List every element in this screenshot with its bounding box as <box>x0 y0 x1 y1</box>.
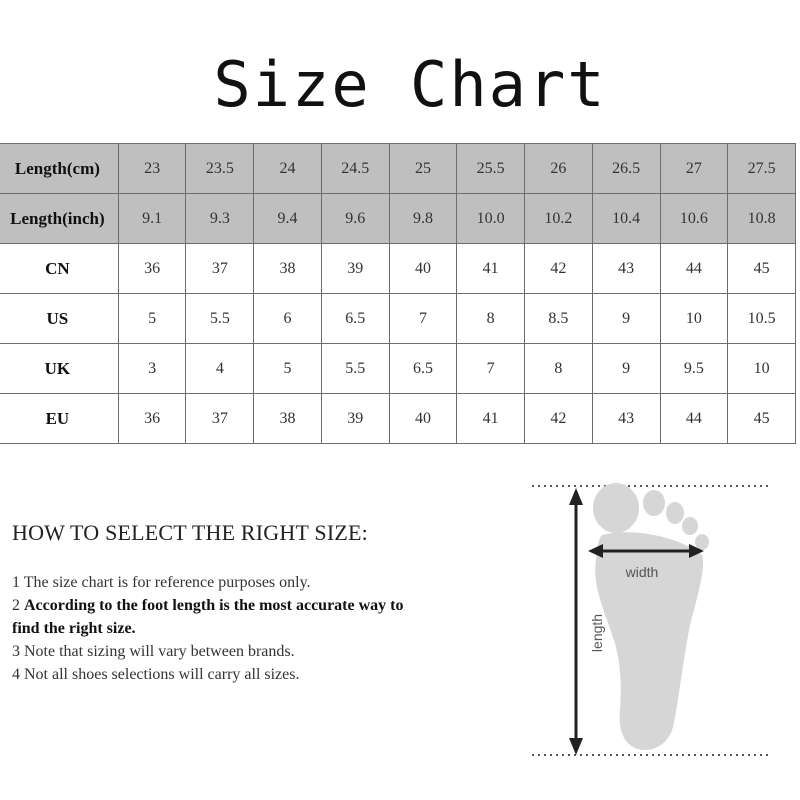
table-cell: 9.6 <box>321 194 389 244</box>
table-cell: 9.1 <box>118 194 186 244</box>
table-cell: 41 <box>457 394 525 444</box>
row-header: Length(cm) <box>0 144 118 194</box>
table-row <box>0 294 796 344</box>
table-cell: 9 <box>592 344 660 394</box>
size-table <box>0 143 796 444</box>
table-cell: 23.5 <box>186 144 254 194</box>
table-cell: 7 <box>389 294 457 344</box>
table-cell: 6 <box>254 294 322 344</box>
table-cell: 42 <box>525 394 593 444</box>
foot-icon <box>593 483 709 750</box>
table-cell: 9.8 <box>389 194 457 244</box>
table-cell: 37 <box>186 244 254 294</box>
table-cell: 7 <box>457 344 525 394</box>
table-cell: 43 <box>592 244 660 294</box>
width-arrow-left-icon <box>588 544 603 558</box>
table-cell: 10.6 <box>660 194 728 244</box>
table-cell: 10.4 <box>592 194 660 244</box>
table-cell: 9 <box>592 294 660 344</box>
row-header: US <box>0 294 118 344</box>
row-header: UK <box>0 344 118 394</box>
row-header: Length(inch) <box>0 194 118 244</box>
length-label: length <box>589 613 605 653</box>
table-row <box>0 144 796 194</box>
table-cell: 6.5 <box>321 294 389 344</box>
table-cell: 23 <box>118 144 186 194</box>
table-cell: 9.4 <box>254 194 322 244</box>
table-cell: 6.5 <box>389 344 457 394</box>
table-cell: 27 <box>660 144 728 194</box>
page-title: Size Chart <box>213 48 607 121</box>
table-cell: 5 <box>254 344 322 394</box>
guide-notes <box>12 571 412 686</box>
table-cell: 43 <box>592 394 660 444</box>
table-cell: 25 <box>389 144 457 194</box>
table-cell: 9.3 <box>186 194 254 244</box>
table-cell: 10.5 <box>728 294 796 344</box>
foot-measure-diagram <box>520 475 780 765</box>
table-cell: 25.5 <box>457 144 525 194</box>
table-cell: 10 <box>660 294 728 344</box>
table-row <box>0 394 796 444</box>
length-arrow-up-icon <box>569 488 583 505</box>
table-cell: 5.5 <box>321 344 389 394</box>
table-cell: 41 <box>457 244 525 294</box>
table-row <box>0 344 796 394</box>
table-cell: 3 <box>118 344 186 394</box>
table-cell: 42 <box>525 244 593 294</box>
table-cell: 10 <box>728 344 796 394</box>
width-label: width <box>625 564 659 580</box>
length-arrow-down-icon <box>569 738 583 755</box>
table-cell: 39 <box>321 394 389 444</box>
note-2 <box>12 594 412 640</box>
table-cell: 24 <box>254 144 322 194</box>
table-cell: 45 <box>728 244 796 294</box>
table-cell: 8 <box>525 344 593 394</box>
note-2-number: 2 <box>12 597 24 614</box>
table-cell: 4 <box>186 344 254 394</box>
note-4: 4 Not all shoes selections will carry all sizes. <box>12 666 300 683</box>
table-row <box>0 244 796 294</box>
table-cell: 38 <box>254 244 322 294</box>
table-cell: 5.5 <box>186 294 254 344</box>
table-cell: 8 <box>457 294 525 344</box>
row-header: EU <box>0 394 118 444</box>
table-cell: 44 <box>660 244 728 294</box>
row-header: CN <box>0 244 118 294</box>
table-cell: 39 <box>321 244 389 294</box>
table-cell: 9.5 <box>660 344 728 394</box>
table-cell: 45 <box>728 394 796 444</box>
guide-heading: HOW TO SELECT THE RIGHT SIZE: <box>12 520 368 545</box>
note-3: 3 Note that sizing will vary between brands. <box>12 643 295 660</box>
table-cell: 26.5 <box>592 144 660 194</box>
table-cell: 10.0 <box>457 194 525 244</box>
table-cell: 10.8 <box>728 194 796 244</box>
table-cell: 8.5 <box>525 294 593 344</box>
table-row <box>0 194 796 244</box>
table-cell: 37 <box>186 394 254 444</box>
note-1: 1 The size chart is for reference purposes only. <box>12 574 311 591</box>
table-cell: 26 <box>525 144 593 194</box>
table-cell: 36 <box>118 394 186 444</box>
table-cell: 5 <box>118 294 186 344</box>
table-cell: 40 <box>389 394 457 444</box>
table-cell: 10.2 <box>525 194 593 244</box>
table-cell: 36 <box>118 244 186 294</box>
table-cell: 40 <box>389 244 457 294</box>
note-2-text: According to the foot length is the most accurate way to find the right size. <box>12 597 404 637</box>
table-cell: 24.5 <box>321 144 389 194</box>
table-cell: 44 <box>660 394 728 444</box>
table-cell: 27.5 <box>728 144 796 194</box>
table-cell: 38 <box>254 394 322 444</box>
